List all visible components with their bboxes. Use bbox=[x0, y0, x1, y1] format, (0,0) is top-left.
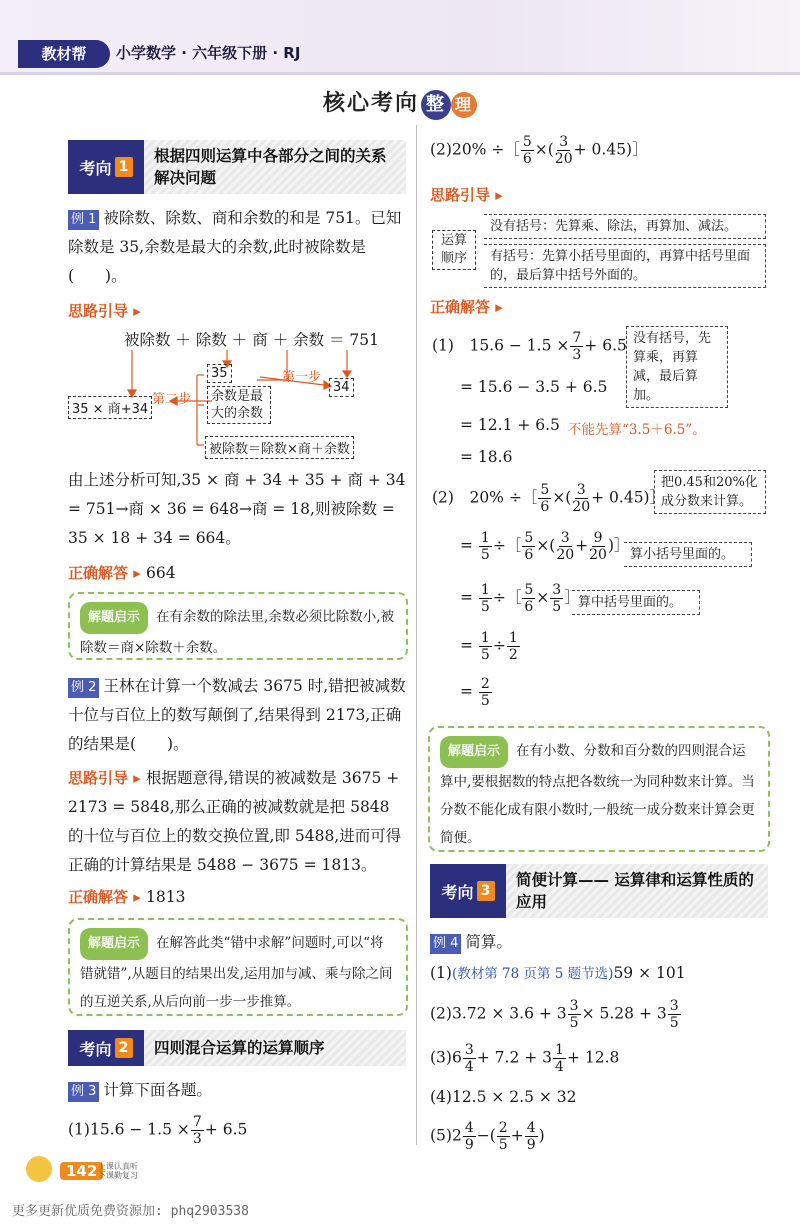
solution-1-line-3: = 12.1 + 6.5 bbox=[460, 416, 560, 434]
box-note: 余数是最大的余数 bbox=[207, 386, 271, 424]
example-3 bbox=[68, 1076, 212, 1105]
example-label: 例 3 bbox=[68, 1082, 99, 1102]
solution-2-note-3: 算中括号里面的。 bbox=[572, 590, 700, 615]
answer-1: 正确解答 ▸ 664 bbox=[68, 564, 176, 582]
brand-badge: 教材帮 bbox=[18, 40, 110, 68]
question-4-2: (2)3.72 × 3.6 + 3 $\frac{3}{5}$ × 5.28 + 3 $\frac{3}{5}$ bbox=[430, 998, 679, 1031]
example-2 bbox=[68, 672, 408, 759]
example-label: 例 1 bbox=[68, 210, 99, 230]
section-tag: 考向 1 bbox=[68, 140, 144, 194]
solution-2-note-1: 把0.45和20%化成分数来计算。 bbox=[654, 470, 766, 514]
example-text: 被除数、除数、商和余数的和是 751。已知除数是 35,余数是最大的余数,此时被除数是( )。 bbox=[68, 209, 402, 285]
order-rule-1: 没有括号：先算乘、除法，再算加、减法。 bbox=[484, 214, 766, 239]
box-expression: 35 × 商+34 bbox=[68, 396, 152, 419]
example-label: 例 2 bbox=[68, 678, 99, 698]
top-banner bbox=[0, 0, 800, 75]
watermark: 更多更新优质免费资源加: phq2903538 bbox=[12, 1204, 249, 1219]
solution-2-line-1: (2) 20% ÷［ $\frac{5}{6}$ ×( $\frac{3}{20}$ + 0.45)］ bbox=[432, 482, 666, 515]
section-title: 简便计算—— 运算律和运算性质的应用 bbox=[516, 871, 754, 911]
hint-box-2 bbox=[68, 918, 408, 1016]
question-4-5: (5)2 $\frac{4}{9}$ −( $\frac{2}{5}$ + $\frac{4}{9}$ ) bbox=[430, 1120, 545, 1153]
step-2: 第二步 bbox=[152, 392, 192, 407]
section-title: 根据四则运算中各部分之间的关系解决问题 bbox=[154, 147, 387, 187]
question-4-3: (3)6 $\frac{3}{4}$ + 7.2 + 3 $\frac{1}{4}$ + 12.8 bbox=[430, 1042, 620, 1075]
answer-label-3: 正确解答 ▸ bbox=[430, 298, 503, 316]
section-tag: 考向 2 bbox=[68, 1030, 144, 1066]
book-subject: 小学数学 · 六年级下册 · RJ bbox=[116, 44, 301, 62]
section-header-1 bbox=[68, 140, 406, 194]
section-header-3 bbox=[430, 864, 768, 918]
solution-2-line-4: = $\frac{1}{5}$ ÷ $\frac{1}{2}$ bbox=[460, 630, 518, 663]
step-1: 第一步 bbox=[282, 370, 322, 385]
example-label: 例 4 bbox=[430, 934, 461, 954]
box-remainder: 34 bbox=[329, 378, 354, 397]
box-divisor: 35 bbox=[207, 364, 232, 383]
hint-badge: 解题启示 bbox=[80, 928, 148, 960]
section-tag: 考向 3 bbox=[430, 864, 506, 918]
order-rule-2: 有括号：先算小括号里面的，再算中括号里面的，最后算中括号外面的。 bbox=[484, 244, 766, 288]
footer-slogan: 上课认真听 下课勤复习 bbox=[98, 1162, 138, 1180]
solution-1-line-1: (1) 15.6 − 1.5 × $\frac{7}{3}$ + 6.5 bbox=[432, 330, 627, 363]
solution-2-line-2: = $\frac{1}{5}$ ÷［ $\frac{5}{6}$ ×( $\frac{3}{20}$ + $\frac{9}{20}$ )］ bbox=[460, 530, 630, 563]
example-text: 计算下面各题。 bbox=[103, 1081, 212, 1099]
box-formula: 被除数＝除数×商＋余数 bbox=[205, 436, 354, 459]
question-4-4: (4)12.5 × 2.5 × 32 bbox=[430, 1088, 577, 1106]
solution-1-note: 没有括号，先算乘，再算减，最后算加。 bbox=[626, 326, 728, 408]
solution-1-line-2: = 15.6 − 3.5 + 6.5 bbox=[460, 378, 608, 396]
solution-2-line-3: = $\frac{1}{5}$ ÷［ $\frac{5}{6}$ × $\frac{3}{5}$ ］ bbox=[460, 582, 580, 615]
example-text: 王林在计算一个数减去 3675 时,错把被减数十位与百位上的数写颠倒了,结果得到 2173,正确的结果是( )。 bbox=[68, 677, 406, 753]
hint-text: 在解答此类“错中求解”问题时,可以“将错就错”,从题目的结果出发,运用加与减、乘与除之间的互逆关系,从后向前一步一步推算。 bbox=[80, 935, 393, 1010]
order-label: 运算顺序 bbox=[432, 230, 476, 270]
question-3-1: (1)15.6 − 1.5 × $\frac{7}{3}$ + 6.5 bbox=[68, 1114, 248, 1147]
guide-label-3: 思路引导 ▸ bbox=[430, 186, 503, 204]
solution-2-line-5: = $\frac{2}{5}$ bbox=[460, 676, 490, 709]
analysis-text: 由上述分析可知,35 × 商 + 34 + 35 + 商 + 34 = 751→商 × 36 = 648→商 = 18,则被除数 = 35 × 18 + 34 = 664。 bbox=[68, 471, 406, 547]
column-divider bbox=[416, 125, 417, 1145]
solution-1-warning: 不能先算“3.5＋6.5”。 bbox=[568, 422, 706, 438]
hint-text: 在有余数的除法里,余数必须比除数小,被除数＝商×除数＋余数。 bbox=[80, 609, 395, 656]
question-4-1: (1)(教材第 78 页第 5 题节选)59 × 101 bbox=[430, 964, 686, 982]
page-title: 核心考向 整 理 bbox=[300, 86, 500, 122]
question-3-2: (2)20% ÷［ $\frac{5}{6}$ ×( $\frac{3}{20}$ + 0.45)］ bbox=[430, 134, 648, 167]
answer-2: 正确解答 ▸ 1813 bbox=[68, 888, 186, 906]
hint-box-1 bbox=[68, 592, 408, 660]
equation-top: 被除数 ＋ 除数 ＋ 商 ＋ 余数 ＝ 751 bbox=[124, 331, 380, 349]
hint-badge: 解题启示 bbox=[80, 602, 148, 634]
mascot-icon bbox=[26, 1156, 52, 1182]
section-title: 四则混合运算的运算顺序 bbox=[154, 1039, 325, 1057]
guide-2: 思路引导 ▸ 根据题意得,错误的被减数是 3675 + 2173 = 5848,那么正确的被减数就是把 5848 的十位与百位上的数交换位置,即 5488,进而可得正确的计算结果是 5488 − 3675 = 1813。 bbox=[68, 769, 402, 874]
hint-badge: 解题启示 bbox=[440, 736, 508, 768]
page-number: 142 bbox=[60, 1162, 103, 1180]
example-1 bbox=[68, 204, 408, 291]
solution-1-line-4: = 18.6 bbox=[460, 448, 513, 466]
guide-label: 思路引导 ▸ bbox=[68, 302, 141, 320]
example-text: 简算。 bbox=[465, 933, 512, 951]
hint-text: 在有小数、分数和百分数的四则混合运算中,要根据数的特点把各数统一为同种数来计算。当分数不能化成有限小数时,一般统一成分数来计算会更简便。 bbox=[440, 743, 755, 846]
solution-2-note-2: 算小括号里面的。 bbox=[624, 542, 752, 567]
hint-box-3 bbox=[428, 726, 770, 852]
section-header-2 bbox=[68, 1030, 406, 1066]
example-4 bbox=[430, 928, 512, 957]
